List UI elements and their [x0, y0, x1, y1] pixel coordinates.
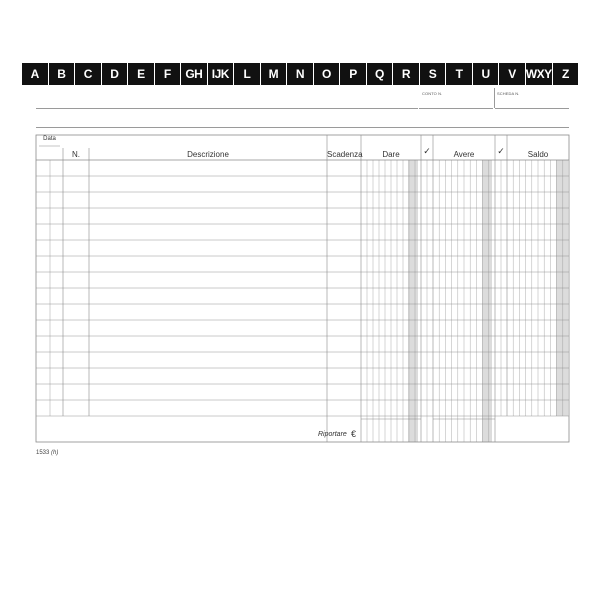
index-tab-l[interactable]: L — [234, 63, 261, 85]
index-tab-a[interactable]: A — [22, 63, 49, 85]
index-tab-gh[interactable]: GH — [181, 63, 208, 85]
header-check-dare: ✓ — [423, 146, 431, 156]
index-tab-q[interactable]: Q — [367, 63, 394, 85]
index-tab-wxy[interactable]: WXY — [526, 63, 553, 85]
header-data: Data — [43, 136, 56, 142]
index-tab-s[interactable]: S — [420, 63, 447, 85]
index-tab-e[interactable]: E — [128, 63, 155, 85]
euro-symbol: € — [351, 429, 357, 439]
avere-cents-shade — [482, 160, 492, 442]
index-tab-u[interactable]: U — [473, 63, 500, 85]
form-code-suffix: (h) — [51, 450, 59, 456]
index-tab-ijk[interactable]: IJK — [208, 63, 235, 85]
header-numero: N. — [72, 150, 80, 159]
index-tab-f[interactable]: F — [155, 63, 182, 85]
header-dare: Dare — [382, 150, 400, 159]
index-tab-t[interactable]: T — [446, 63, 473, 85]
header-avere: Avere — [453, 150, 475, 159]
index-tab-v[interactable]: V — [499, 63, 526, 85]
header-check-avere: ✓ — [497, 146, 505, 156]
form-code-number: 1533 — [36, 450, 50, 456]
scheda-label: SCHEDA N. — [497, 91, 520, 96]
riportare-label: Riportare — [318, 431, 347, 438]
index-tab-n[interactable]: N — [287, 63, 314, 85]
index-tab-o[interactable]: O — [314, 63, 341, 85]
index-tab-z[interactable]: Z — [561, 67, 569, 81]
dare-cents-shade — [408, 160, 418, 442]
index-tab-c[interactable]: C — [75, 63, 102, 85]
index-tab-m[interactable]: M — [261, 63, 288, 85]
header-descrizione: Descrizione — [187, 150, 229, 159]
index-tab-b[interactable]: B — [49, 63, 76, 85]
index-tab-d[interactable]: D — [102, 63, 129, 85]
header-scadenza: Scadenza — [327, 150, 363, 159]
header-saldo: Saldo — [527, 150, 549, 159]
index-tab-p[interactable]: P — [340, 63, 367, 85]
form-code — [36, 450, 58, 456]
index-tab-r[interactable]: R — [393, 63, 420, 85]
conto-label: CONTO N. — [422, 91, 443, 96]
